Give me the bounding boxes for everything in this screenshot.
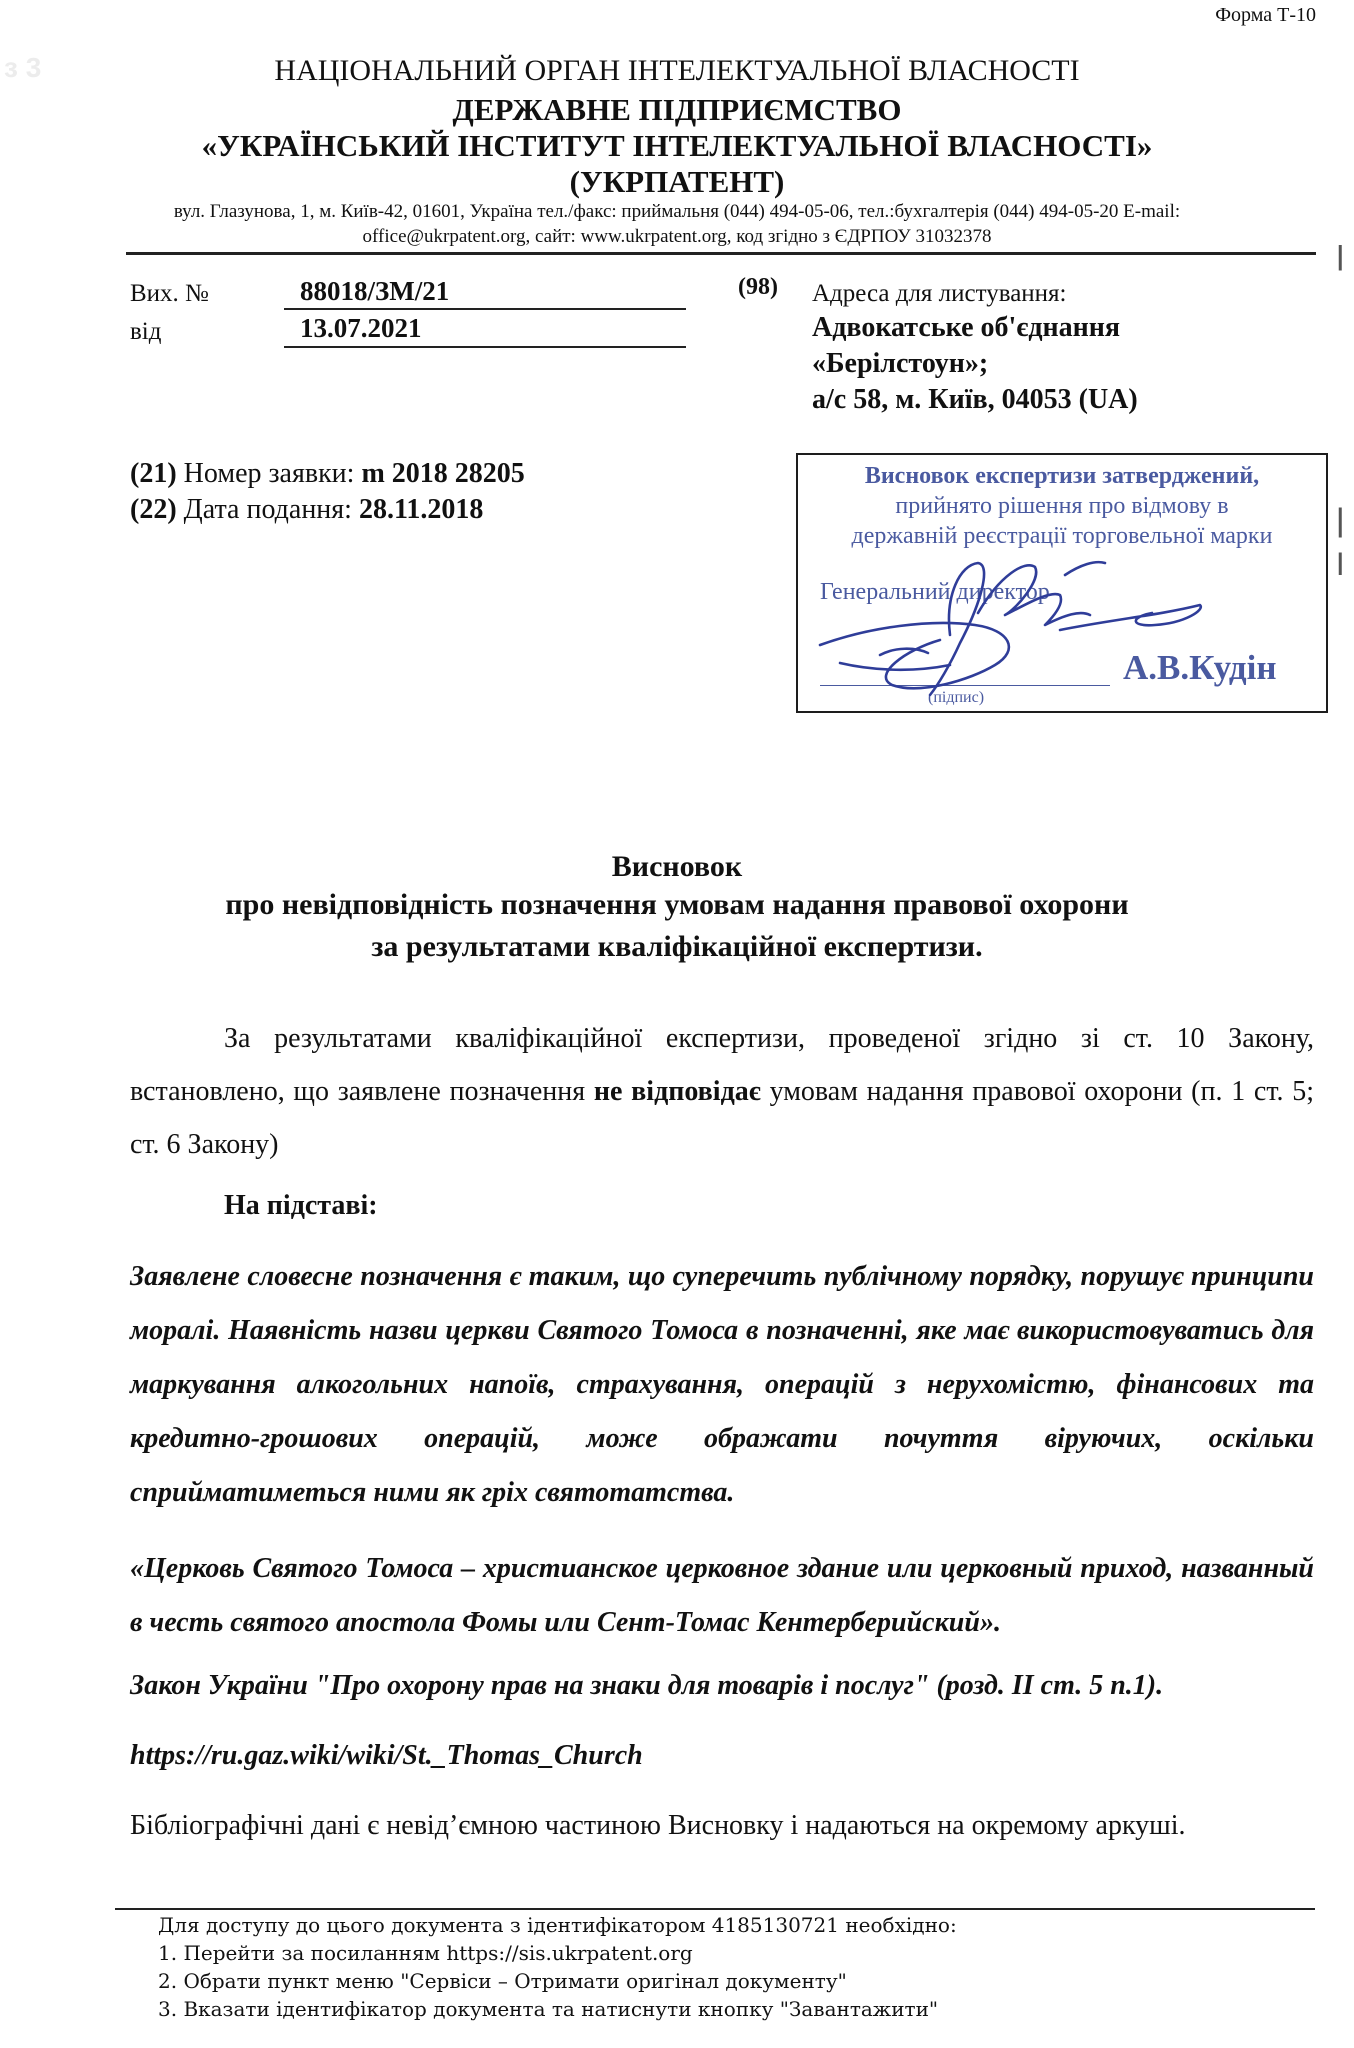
application-number-code: (21) [130,458,177,489]
reference-url[interactable]: https://ru.gaz.wiki/wiki/St._Thomas_Church [130,1740,643,1771]
application-number [130,458,525,490]
conclusion-subtitle: за результатами кваліфікаційної експертизи. [371,930,983,963]
outgoing-date: 13.07.2021 [300,313,422,343]
stamp-text: Висновок експертизи затверджений, [864,463,1260,489]
footer-step: 1. Перейти за посиланням https://sis.ukrpatent.org [158,1941,693,1965]
application-date-label: Дата подання: [183,494,352,525]
enterprise-title: ДЕРЖАВНЕ ПІДПРИЄМСТВО [452,92,902,127]
outgoing-number-label: Вих. № [130,280,209,307]
number-underline [284,308,686,310]
national-body-title: НАЦІОНАЛЬНИЙ ОРГАН ІНТЕЛЕКТУАЛЬНОЇ ВЛАСНОСТІ [274,54,1080,87]
approval-stamp [796,453,1328,713]
findings-paragraph [130,1012,1314,1171]
address-label: Адреса для листування: [812,280,1067,307]
basis-heading: На підставі: [224,1190,378,1221]
footer-step: 3. Вказати ідентифікатор документа та натиснути кнопку "Завантажити" [158,1997,939,2021]
handwritten-signature [810,535,1210,705]
reason-paragraph: Заявлене словесне позначення є таким, що суперечить публічному порядку, порушує принципи моралі. Наявність назви церкви Святого Томоса в позначенні, яке має використовуватись для маркування алкогольних напоїв, страхування, операцій з нерухомістю, фінансових та кредитно-грошових операцій, може ображати почуття віруючих, оскільки сприйматиметься ними як гріх святотатства. [130,1261,1314,1508]
director-name: А.В.Кудін [1123,648,1277,687]
address-recipient-name: «Берілстоун»; [812,348,989,379]
stamp-text: державній реєстрації торговельної марки [851,523,1273,549]
outgoing-date-label: від [130,318,162,345]
bibliographic-note: Бібліографічні дані є невід’ємною частиною Висновку і надаються на окремому аркуші. [130,1810,1186,1841]
footer-divider [115,1908,1315,1910]
outgoing-number: 88018/ЗМ/21 [300,276,450,306]
footer-step: 2. Обрати пункт меню "Сервіси – Отримати оригінал документу" [158,1969,847,1993]
contact-line: вул. Глазунова, 1, м. Київ-42, 01601, Україна тел./факс: приймальня (044) 494-05-06, тел.:бухгалтерія (044) 494-05-20 E-mail: [173,201,1181,222]
address-postal: а/с 58, м. Київ, 04053 (UA) [812,384,1138,415]
contact-line: office@ukrpatent.org, сайт: www.ukrpatent.org, код згідно з ЄДРПОУ 31032378 [362,226,992,247]
date-underline [284,346,686,348]
findings-text: умовам надання правової охорони (п. 1 ст. 5; ст. 6 Закону) [130,1076,1314,1160]
address-recipient: Адвокатське об'єднання [812,312,1121,343]
stamp-director-title: Генеральний директор [820,579,1050,605]
scan-edge-marks [1338,180,1344,640]
header-divider [126,252,1316,255]
findings-emphasis: не відповідає [593,1076,761,1107]
findings-text: За результатами кваліфікаційної експертизи, проведеної згідно зі ст. 10 Закону, встановлено, що заявлене позначення [130,1023,1314,1107]
conclusion-title: Висновок [611,850,743,883]
faded-page-mark: з 3 [4,52,42,83]
institute-short-name: (УКРПАТЕНТ) [569,164,785,199]
application-number-label: Номер заявки: [183,458,355,489]
application-date [130,494,483,526]
address-code: (98) [738,274,778,300]
application-date-code: (22) [130,494,177,525]
application-date-value: 28.11.2018 [358,494,484,525]
institute-title: «УКРАЇНСЬКИЙ ІНСТИТУТ ІНТЕЛЕКТУАЛЬНОЇ ВЛАСНОСТІ» [201,128,1153,163]
quote-paragraph: «Церковь Святого Томоса – христианское церковное здание или церковный приход, названный в честь святого апостола Фомы или Сент-Томас Кентерберийский». [130,1553,1314,1638]
form-code: Форма Т-10 [1215,4,1316,26]
stamp-text: прийнято рішення про відмову в [895,493,1229,519]
signature-label: (підпис) [928,689,985,706]
conclusion-subtitle: про невідповідність позначення умовам надання правової охорони [225,888,1129,921]
application-number-value: m 2018 28205 [361,458,525,489]
footer-access-note: Для доступу до цього документа з ідентифікатором 4185130721 необхідно: [158,1913,957,1937]
law-reference: Закон України "Про охорону прав на знаки для товарів і послуг" (розд. ІІ ст. 5 п.1). [130,1670,1164,1701]
